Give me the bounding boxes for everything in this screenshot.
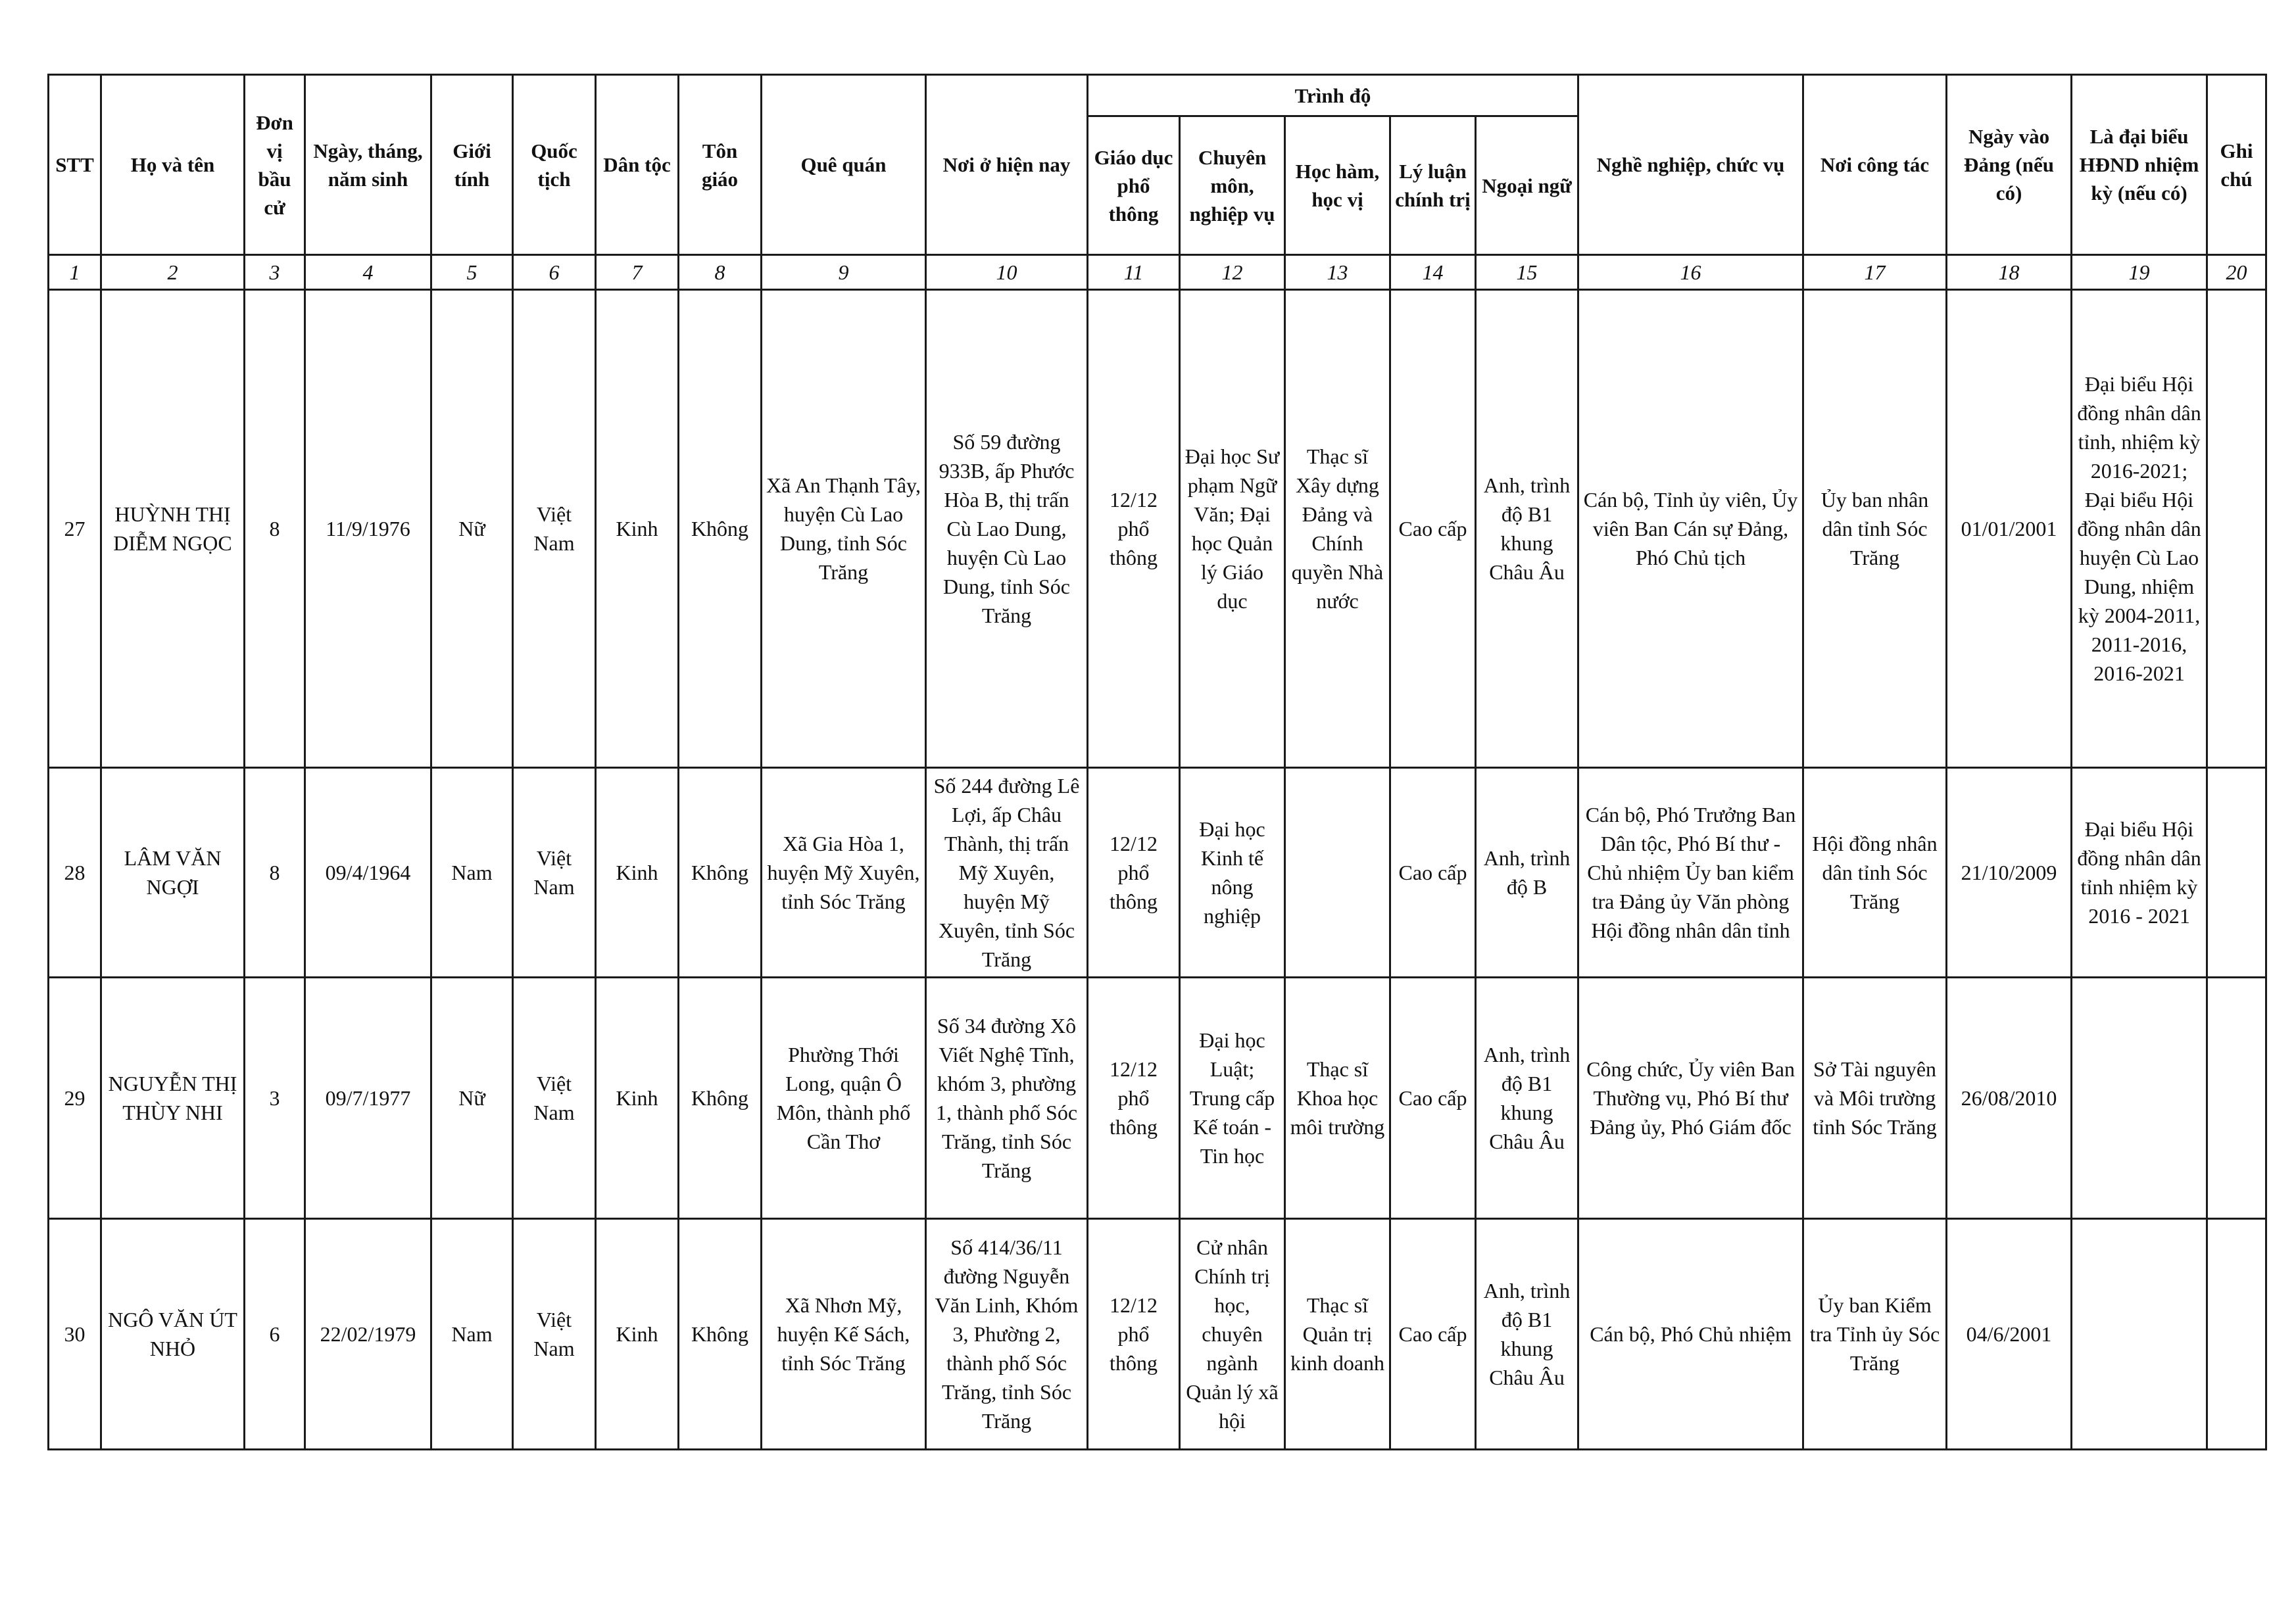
cell-ly-luan: Cao cấp xyxy=(1390,978,1476,1219)
column-number: 17 xyxy=(1803,255,1947,290)
cell-dai-bieu xyxy=(2072,1219,2207,1450)
cell-nghe-nghiep: Công chức, Ủy viên Ban Thường vụ, Phó Bí thư Đảng ủy, Phó Giám đốc xyxy=(1578,978,1803,1219)
cell-ngoai-ngu: Anh, trình độ B xyxy=(1476,768,1578,978)
cell-ly-luan: Cao cấp xyxy=(1390,290,1476,768)
cell-noi-cong-tac: Ủy ban Kiểm tra Tỉnh ủy Sóc Trăng xyxy=(1803,1219,1947,1450)
header-ghi-chu: Ghi chú xyxy=(2207,75,2266,255)
header-chuyen-mon: Chuyên môn, nghiệp vụ xyxy=(1180,116,1285,255)
header-ho-ten: Họ và tên xyxy=(101,75,245,255)
table-row xyxy=(49,978,2266,1219)
column-number: 20 xyxy=(2207,255,2266,290)
cell-ngoai-ngu: Anh, trình độ B1 khung Châu Âu xyxy=(1476,978,1578,1219)
cell-don-vi: 8 xyxy=(245,768,305,978)
cell-giao-duc: 12/12 phổ thông xyxy=(1088,978,1180,1219)
cell-ghi-chu xyxy=(2207,1219,2266,1450)
header-ngay-sinh: Ngày, tháng, năm sinh xyxy=(305,75,431,255)
cell-gioi-tinh: Nữ xyxy=(431,290,513,768)
table-row xyxy=(49,1219,2266,1450)
cell-gioi-tinh: Nam xyxy=(431,1219,513,1450)
cell-ton-giao: Không xyxy=(679,1219,762,1450)
cell-don-vi: 8 xyxy=(245,290,305,768)
cell-ghi-chu xyxy=(2207,978,2266,1219)
header-ton-giao: Tôn giáo xyxy=(679,75,762,255)
cell-ton-giao: Không xyxy=(679,978,762,1219)
cell-que-quan: Xã Gia Hòa 1, huyện Mỹ Xuyên, tỉnh Sóc Trăng xyxy=(762,768,926,978)
cell-dan-toc: Kinh xyxy=(596,290,679,768)
official-seal-stamp xyxy=(2236,638,2296,947)
cell-noi-o: Số 59 đường 933B, ấp Phước Hòa B, thị trấn Cù Lao Dung, huyện Cù Lao Dung, tỉnh Sóc Trăng xyxy=(926,290,1088,768)
column-number: 7 xyxy=(596,255,679,290)
header-giao-duc: Giáo dục phổ thông xyxy=(1088,116,1180,255)
header-ly-luan: Lý luận chính trị xyxy=(1390,116,1476,255)
column-number: 6 xyxy=(513,255,596,290)
candidate-table-sheet xyxy=(47,74,2265,1433)
cell-don-vi: 3 xyxy=(245,978,305,1219)
header-noi-cong-tac: Nơi công tác xyxy=(1803,75,1947,255)
header-hoc-ham: Học hàm, học vị xyxy=(1285,116,1390,255)
cell-ngay-sinh: 09/4/1964 xyxy=(305,768,431,978)
column-number: 10 xyxy=(926,255,1088,290)
header-noi-o: Nơi ở hiện nay xyxy=(926,75,1088,255)
cell-ngay-sinh: 11/9/1976 xyxy=(305,290,431,768)
column-number: 15 xyxy=(1476,255,1578,290)
cell-nghe-nghiep: Cán bộ, Phó Trưởng Ban Dân tộc, Phó Bí thư - Chủ nhiệm Ủy ban kiểm tra Đảng ủy Văn phòng Hội đồng nhân dân tỉnh xyxy=(1578,768,1803,978)
column-number: 14 xyxy=(1390,255,1476,290)
header-ngoai-ngu: Ngoại ngữ xyxy=(1476,116,1578,255)
cell-chuyen-mon: Cử nhân Chính trị học, chuyên ngành Quản lý xã hội xyxy=(1180,1219,1285,1450)
cell-noi-cong-tac: Hội đồng nhân dân tỉnh Sóc Trăng xyxy=(1803,768,1947,978)
cell-ngay-sinh: 09/7/1977 xyxy=(305,978,431,1219)
header-quoc-tich: Quốc tịch xyxy=(513,75,596,255)
header-stt: STT xyxy=(49,75,101,255)
column-number-row xyxy=(49,255,2266,290)
header-ngay-vao-dang: Ngày vào Đảng (nếu có) xyxy=(1947,75,2072,255)
cell-dan-toc: Kinh xyxy=(596,1219,679,1450)
cell-dai-bieu: Đại biểu Hội đồng nhân dân tỉnh, nhiệm kỳ 2016-2021; Đại biểu Hội đồng nhân dân huyện Cù Lao Dung, nhiệm kỳ 2004-2011, 2011-2016, 2016-2021 xyxy=(2072,290,2207,768)
cell-dan-toc: Kinh xyxy=(596,978,679,1219)
cell-giao-duc: 12/12 phổ thông xyxy=(1088,290,1180,768)
header-nghe-nghiep: Nghề nghiệp, chức vụ xyxy=(1578,75,1803,255)
column-number: 1 xyxy=(49,255,101,290)
cell-que-quan: Phường Thới Long, quận Ô Môn, thành phố Cần Thơ xyxy=(762,978,926,1219)
column-number: 19 xyxy=(2072,255,2207,290)
header-gioi-tinh: Giới tính xyxy=(431,75,513,255)
cell-hoc-ham: Thạc sĩ Quản trị kinh doanh xyxy=(1285,1219,1390,1450)
cell-ngay-vao-dang: 26/08/2010 xyxy=(1947,978,2072,1219)
header-dai-bieu: Là đại biểu HĐND nhiệm kỳ (nếu có) xyxy=(2072,75,2207,255)
cell-chuyen-mon: Đại học Luật; Trung cấp Kế toán - Tin học xyxy=(1180,978,1285,1219)
cell-ly-luan: Cao cấp xyxy=(1390,1219,1476,1450)
cell-ho-ten: LÂM VĂN NGỢI xyxy=(101,768,245,978)
cell-chuyen-mon: Đại học Kinh tế nông nghiệp xyxy=(1180,768,1285,978)
cell-stt: 28 xyxy=(49,768,101,978)
cell-chuyen-mon: Đại học Sư phạm Ngữ Văn; Đại học Quản lý Giáo dục xyxy=(1180,290,1285,768)
cell-noi-o: Số 34 đường Xô Viết Nghệ Tĩnh, khóm 3, phường 1, thành phố Sóc Trăng, tỉnh Sóc Trăng xyxy=(926,978,1088,1219)
cell-dan-toc: Kinh xyxy=(596,768,679,978)
header-trinh-do-group: Trình độ xyxy=(1088,75,1578,116)
column-number: 9 xyxy=(762,255,926,290)
cell-ho-ten: NGUYỄN THỊ THÙY NHI xyxy=(101,978,245,1219)
cell-nghe-nghiep: Cán bộ, Phó Chủ nhiệm xyxy=(1578,1219,1803,1450)
cell-hoc-ham: Thạc sĩ Xây dựng Đảng và Chính quyền Nhà nước xyxy=(1285,290,1390,768)
cell-don-vi: 6 xyxy=(245,1219,305,1450)
column-number: 11 xyxy=(1088,255,1180,290)
cell-ngoai-ngu: Anh, trình độ B1 khung Châu Âu xyxy=(1476,290,1578,768)
cell-giao-duc: 12/12 phổ thông xyxy=(1088,768,1180,978)
cell-stt: 27 xyxy=(49,290,101,768)
header-que-quan: Quê quán xyxy=(762,75,926,255)
header-dan-toc: Dân tộc xyxy=(596,75,679,255)
cell-ngay-vao-dang: 01/01/2001 xyxy=(1947,290,2072,768)
cell-noi-cong-tac: Sở Tài nguyên và Môi trường tỉnh Sóc Trăng xyxy=(1803,978,1947,1219)
cell-ho-ten: NGÔ VĂN ÚT NHỎ xyxy=(101,1219,245,1450)
cell-quoc-tich: Việt Nam xyxy=(513,768,596,978)
candidate-table xyxy=(47,74,2267,1450)
cell-dai-bieu xyxy=(2072,978,2207,1219)
column-number: 8 xyxy=(679,255,762,290)
column-number: 3 xyxy=(245,255,305,290)
column-number: 12 xyxy=(1180,255,1285,290)
cell-quoc-tich: Việt Nam xyxy=(513,978,596,1219)
cell-ngay-vao-dang: 04/6/2001 xyxy=(1947,1219,2072,1450)
cell-quoc-tich: Việt Nam xyxy=(513,290,596,768)
column-number: 5 xyxy=(431,255,513,290)
cell-stt: 30 xyxy=(49,1219,101,1450)
cell-stt: 29 xyxy=(49,978,101,1219)
table-row xyxy=(49,768,2266,978)
column-number: 18 xyxy=(1947,255,2072,290)
column-number: 4 xyxy=(305,255,431,290)
cell-dai-bieu: Đại biểu Hội đồng nhân dân tỉnh nhiệm kỳ 2016 - 2021 xyxy=(2072,768,2207,978)
cell-ton-giao: Không xyxy=(679,290,762,768)
cell-hoc-ham: Thạc sĩ Khoa học môi trường xyxy=(1285,978,1390,1219)
cell-noi-o: Số 244 đường Lê Lợi, ấp Châu Thành, thị trấn Mỹ Xuyên, huyện Mỹ Xuyên, tỉnh Sóc Trăng xyxy=(926,768,1088,978)
cell-nghe-nghiep: Cán bộ, Tỉnh ủy viên, Ủy viên Ban Cán sự Đảng, Phó Chủ tịch xyxy=(1578,290,1803,768)
cell-noi-o: Số 414/36/11 đường Nguyễn Văn Linh, Khóm 3, Phường 2, thành phố Sóc Trăng, tỉnh Sóc Trăng xyxy=(926,1219,1088,1450)
cell-hoc-ham xyxy=(1285,768,1390,978)
cell-ly-luan: Cao cấp xyxy=(1390,768,1476,978)
cell-que-quan: Xã An Thạnh Tây, huyện Cù Lao Dung, tỉnh Sóc Trăng xyxy=(762,290,926,768)
column-number: 13 xyxy=(1285,255,1390,290)
cell-quoc-tich: Việt Nam xyxy=(513,1219,596,1450)
header-don-vi-bau-cu: Đơn vị bầu cử xyxy=(245,75,305,255)
cell-giao-duc: 12/12 phổ thông xyxy=(1088,1219,1180,1450)
table-row xyxy=(49,290,2266,768)
cell-ngay-sinh: 22/02/1979 xyxy=(305,1219,431,1450)
cell-gioi-tinh: Nam xyxy=(431,768,513,978)
cell-gioi-tinh: Nữ xyxy=(431,978,513,1219)
cell-noi-cong-tac: Ủy ban nhân dân tỉnh Sóc Trăng xyxy=(1803,290,1947,768)
cell-ton-giao: Không xyxy=(679,768,762,978)
cell-ngay-vao-dang: 21/10/2009 xyxy=(1947,768,2072,978)
column-number: 2 xyxy=(101,255,245,290)
cell-ho-ten: HUỲNH THỊ DIỄM NGỌC xyxy=(101,290,245,768)
column-number: 16 xyxy=(1578,255,1803,290)
cell-que-quan: Xã Nhơn Mỹ, huyện Kế Sách, tỉnh Sóc Trăng xyxy=(762,1219,926,1450)
cell-ngoai-ngu: Anh, trình độ B1 khung Châu Âu xyxy=(1476,1219,1578,1450)
